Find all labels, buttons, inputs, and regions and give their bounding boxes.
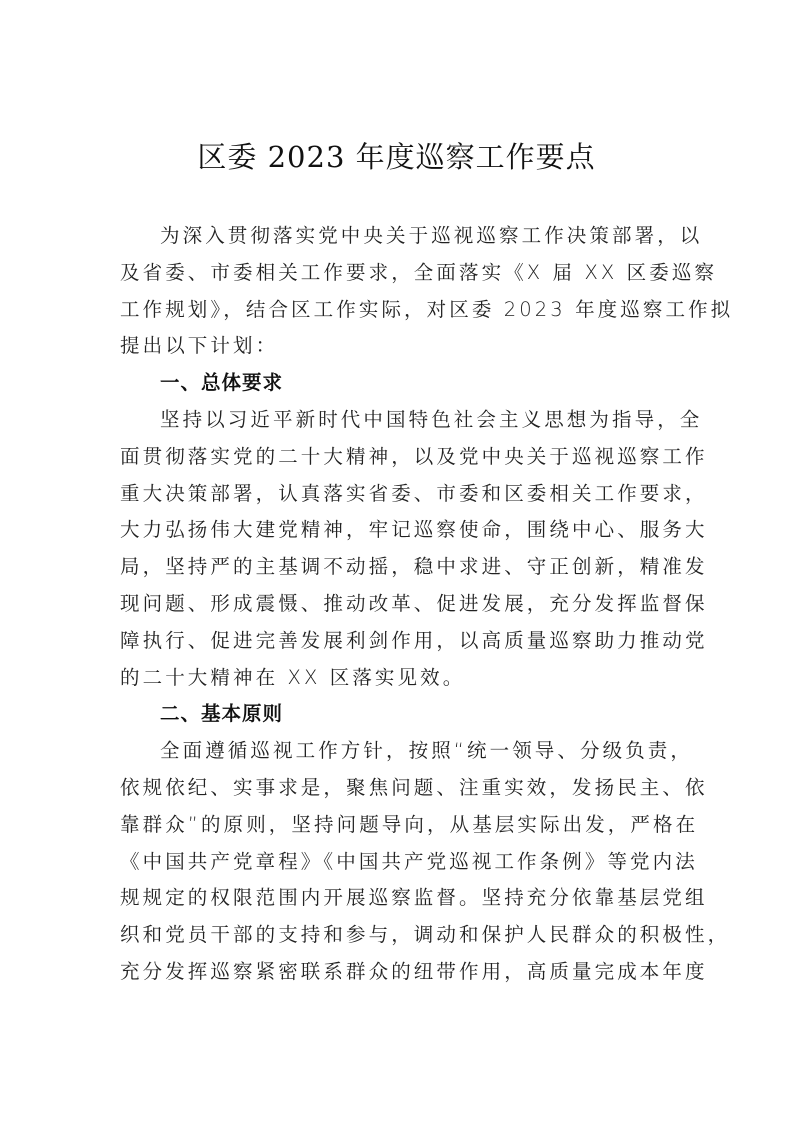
intro-paragraph	[120, 218, 734, 365]
text-line: 靠群众”的原则，坚持问题导向，从基层实际出发，严格在	[120, 812, 699, 836]
text-line: 重大决策部署，认真落实省委、市委和区委相关工作要求，	[120, 481, 708, 505]
text-line: 依规依纪、实事求是，聚焦问题、注重实效，发扬民主、依	[120, 775, 708, 799]
text-line: 局，坚持严的主基调不动摇，稳中求进、守正创新，精准发	[120, 555, 708, 579]
document-body	[120, 218, 734, 991]
section-heading: 一、总体要求	[160, 371, 284, 395]
text-line: 现问题、形成震慑、推动改革、促进发展，充分发挥监督保	[120, 591, 708, 615]
text-line: 面贯彻落实党的二十大精神，以及党中央关于巡视巡察工作	[120, 444, 708, 468]
text-line: 大力弘扬伟大建党精神，牢记巡察使命，围绕中心、服务大	[120, 518, 708, 542]
text-line: 全面遵循巡视工作方针，按照“统一领导、分级负责，	[160, 739, 694, 763]
text-line: 提出以下计划：	[120, 334, 279, 358]
text-line: 及省委、市委相关工作要求，全面落实《X 届 XX 区委巡察	[120, 260, 718, 284]
text-line: 工作规划》，结合区工作实际，对区委 2023 年度巡察工作拟	[120, 297, 734, 321]
text-line: 坚持以习近平新时代中国特色社会主义思想为指导，全	[160, 407, 703, 431]
text-line: 织和党员干部的支持和参与，调动和保护人民群众的积极性，	[120, 923, 731, 947]
text-line: 的二十大精神在 XX 区落实见效。	[120, 665, 466, 689]
document-title: 区委 2023 年度巡察工作要点	[197, 140, 596, 174]
section-basic-principles	[120, 696, 731, 990]
text-line: 规规定的权限范围内开展巡察监督。坚持充分依靠基层党组	[120, 886, 708, 910]
text-line: 障执行、促进完善发展利剑作用，以高质量巡察助力推动党	[120, 628, 708, 652]
section-heading: 二、基本原则	[160, 702, 284, 726]
section-general-requirements	[120, 365, 708, 696]
text-line: 为深入贯彻落实党中央关于巡视巡察工作决策部署，以	[160, 224, 703, 247]
text-line: 充分发挥巡察紧密联系群众的纽带作用，高质量完成本年度	[120, 959, 708, 983]
text-line: 《中国共产党章程》《中国共产党巡视工作条例》等党内法	[120, 849, 698, 873]
